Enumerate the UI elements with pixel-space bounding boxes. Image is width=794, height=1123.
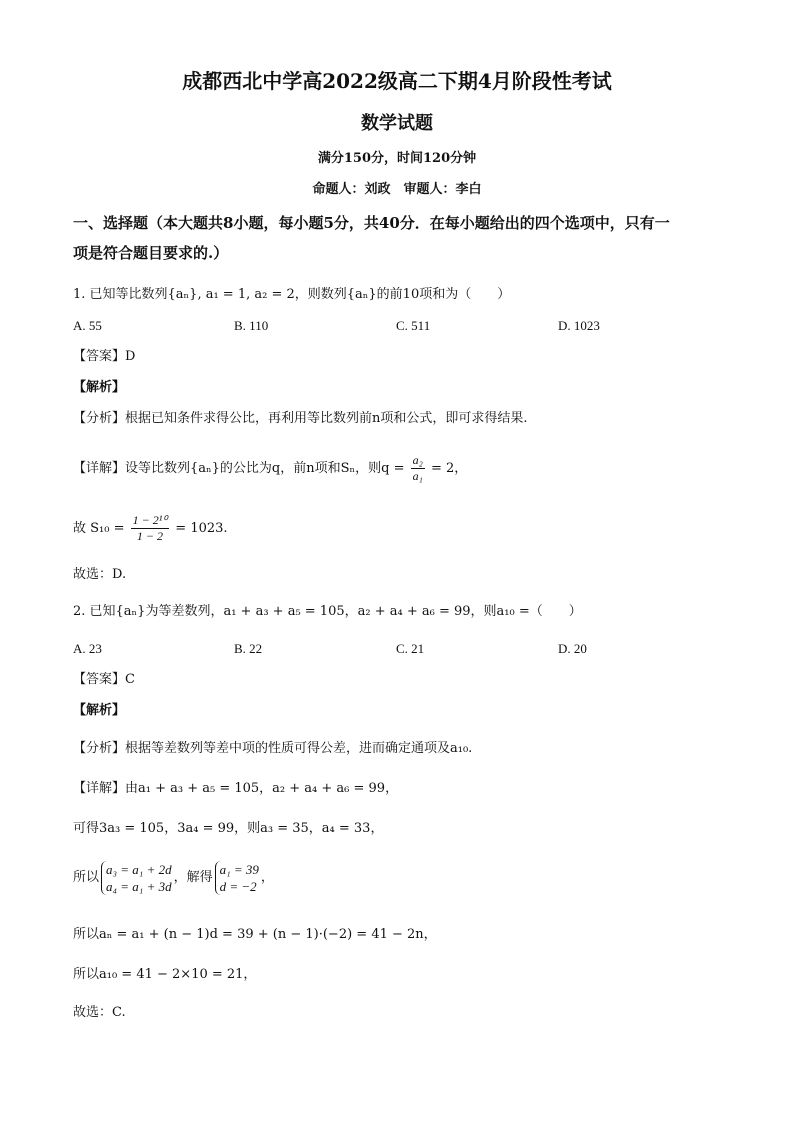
exam-authors: 命题人：刘政 审题人：李白 xyxy=(312,182,482,197)
q1-sum-fraction xyxy=(131,513,170,544)
q1-sum-den: 1 − 2 xyxy=(136,529,163,543)
q2-option-b: B. 22 xyxy=(234,641,263,656)
q1-ratio-fraction xyxy=(411,453,425,484)
section-heading: 一、选择题（本大题共8小题，每小题5分，共40分．在每小题给出的四个选项中，只有一 xyxy=(73,214,670,232)
q2-analysis-label: 【解析】 xyxy=(73,703,126,718)
q2-stem: 2. 已知{aₙ}为等差数列，a₁ + a₃ + a₅ = 105，a₂ + a₄ + a₆ = 99，则a₁₀ =（ ） xyxy=(73,604,582,619)
q2-system xyxy=(73,858,274,898)
q1-sum-num: 1 − 2¹⁰ xyxy=(132,513,168,527)
q1-detail xyxy=(73,452,467,486)
q1-sum xyxy=(73,512,228,546)
q1-ratio-den: a₁ xyxy=(412,469,423,483)
exam-meta: 满分150分，时间120分钟 xyxy=(317,151,477,166)
q1-stem: 1. 已知等比数列{aₙ}, a₁ = 1, a₂ = 2，则数列{aₙ}的前10项和为（ ） xyxy=(73,287,511,302)
q1-answer: 【答案】D xyxy=(73,349,136,364)
q2-system-equations xyxy=(101,861,172,895)
q2-sys-prefix: 所以 xyxy=(73,870,100,885)
q1-sum-suffix: = 1023. xyxy=(175,521,228,536)
q2-sol-eq2: d = −2 xyxy=(219,878,257,894)
q2-system-solution xyxy=(215,861,259,895)
q1-option-a: A. 55 xyxy=(73,318,102,333)
q2-conclusion: 故选：C. xyxy=(73,1005,126,1020)
q2-a10: 所以a₁₀ = 41 − 2×10 = 21， xyxy=(73,967,257,982)
exam-subtitle: 数学试题 xyxy=(361,113,433,134)
exam-title: 成都西北中学高2022级高二下期4月阶段性考试 xyxy=(182,69,612,93)
q2-fenxi: 【分析】根据等差数列等差中项的性质可得公差，进而确定通项及a₁₀. xyxy=(73,741,473,756)
q2-sys-suffix: ， xyxy=(260,870,274,885)
q2-sol-eq1: a₁ = 39 xyxy=(219,861,259,877)
q2-option-c: C. 21 xyxy=(396,641,425,656)
q1-conclusion: 故选：D. xyxy=(73,567,127,582)
q1-option-c: C. 511 xyxy=(396,318,431,333)
q2-sys-eq2: a₄ = a₁ + 3d xyxy=(106,878,172,894)
q1-option-b: B. 110 xyxy=(234,318,269,333)
q2-general-term: 所以aₙ = a₁ + (n − 1)d = 39 + (n − 1)·(−2) = 41 − 2n， xyxy=(73,927,437,942)
q1-fenxi: 【分析】根据已知条件求得公比，再利用等比数列前n项和公式，即可求得结果. xyxy=(73,411,528,426)
q1-detail-suffix: = 2， xyxy=(430,461,468,476)
q2-option-d: D. 20 xyxy=(558,641,587,656)
q2-sys-mid: ，解得 xyxy=(173,870,213,885)
section-heading-cont: 项是符合题目要求的.） xyxy=(73,244,229,262)
q2-sys-eq1: a₃ = a₁ + 2d xyxy=(106,861,172,877)
q1-option-d: D. 1023 xyxy=(558,318,600,333)
q2-answer: 【答案】C xyxy=(73,672,135,687)
q1-detail-prefix: 【详解】设等比数列{aₙ}的公比为q，前n项和Sₙ，则q = xyxy=(73,461,405,476)
q1-analysis-label: 【解析】 xyxy=(73,380,126,395)
q1-ratio-num: a₂ xyxy=(412,453,423,467)
q2-detail: 【详解】由a₁ + a₃ + a₅ = 105，a₂ + a₄ + a₆ = 99， xyxy=(73,781,399,796)
q1-sum-prefix: 故 S₁₀ = xyxy=(73,521,125,536)
q2-option-a: A. 23 xyxy=(73,641,102,656)
q2-step1: 可得3a₃ = 105，3a₄ = 99，则a₃ = 35，a₄ = 33， xyxy=(73,821,384,836)
